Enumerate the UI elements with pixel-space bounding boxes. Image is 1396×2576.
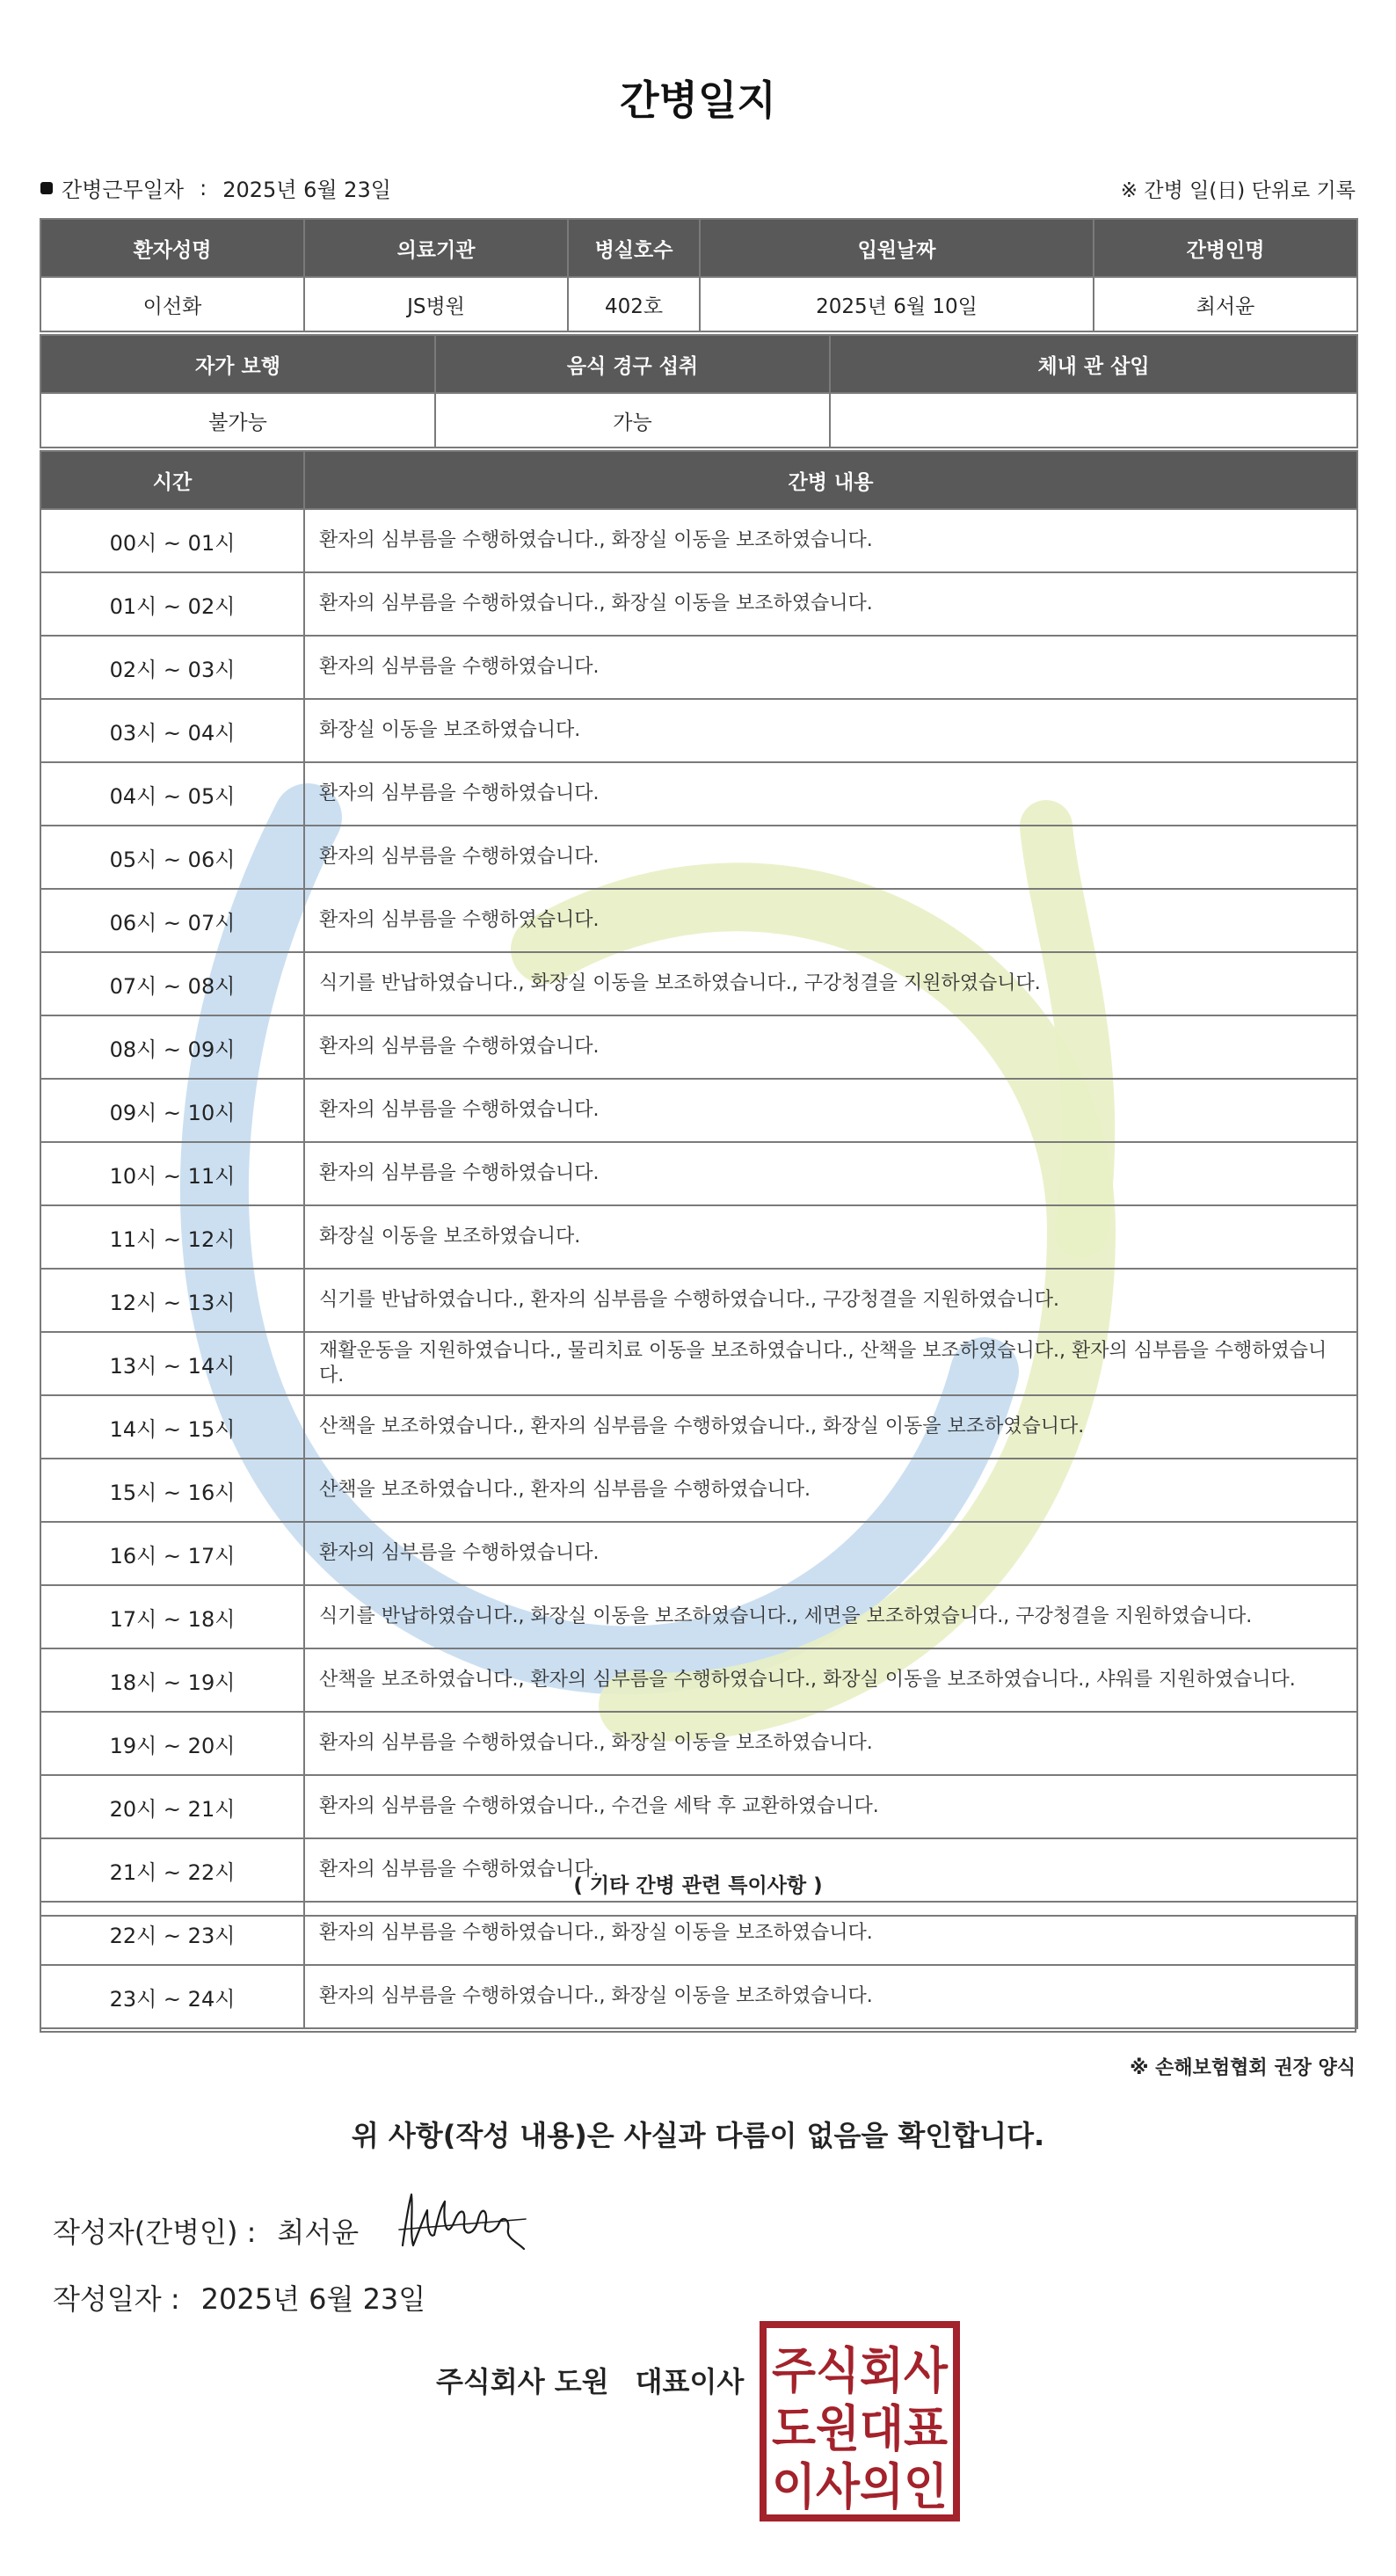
log-content: 환자의 심부름을 수행하였습니다.: [304, 1142, 1357, 1205]
log-header-row: [40, 451, 1357, 509]
log-time: 07시 ~ 08시: [40, 952, 304, 1015]
log-time: 03시 ~ 04시: [40, 699, 304, 762]
company-line: [436, 2360, 744, 2400]
svg-text:이사의인: 이사의인: [772, 2459, 948, 2516]
oral-intake-status: 가능: [435, 393, 830, 448]
log-row: [40, 1142, 1357, 1205]
log-time: 18시 ~ 19시: [40, 1648, 304, 1712]
log-time: 05시 ~ 06시: [40, 826, 304, 889]
log-row: [40, 1459, 1357, 1522]
special-notes-label: ( 기타 간병 관련 특이사항 ): [573, 1874, 823, 1897]
hospital-name: JS병원: [304, 277, 568, 331]
log-time: 02시 ~ 03시: [40, 636, 304, 699]
log-row: [40, 1585, 1357, 1648]
log-content: 환자의 심부름을 수행하였습니다.: [304, 1079, 1357, 1142]
log-content: 식기를 반납하였습니다., 화장실 이동을 보조하였습니다., 구강청결을 지원하였습니다.: [304, 952, 1357, 1015]
patient-header-row: [40, 219, 1357, 277]
care-log-table: [40, 450, 1358, 2029]
care-header-row: [40, 335, 1357, 393]
log-content: 환자의 심부름을 수행하였습니다., 화장실 이동을 보조하였습니다.: [304, 1902, 1357, 1965]
header-admission-date: 입원날짜: [700, 219, 1094, 277]
log-content: 환자의 심부름을 수행하였습니다.: [304, 762, 1357, 826]
log-content: 화장실 이동을 보조하였습니다.: [304, 699, 1357, 762]
log-content: 환자의 심부름을 수행하였습니다.: [304, 1838, 1357, 1902]
written-date-label: 작성일자 :: [53, 2282, 180, 2316]
log-time: 16시 ~ 17시: [40, 1522, 304, 1585]
header-walking: 자가 보행: [40, 335, 435, 393]
patient-name: 이선화: [40, 277, 304, 331]
log-row: [40, 572, 1357, 636]
log-content: 환자의 심부름을 수행하였습니다., 화장실 이동을 보조하였습니다.: [304, 509, 1357, 572]
header-tube-insertion: 체내 관 삽입: [830, 335, 1357, 393]
writer-line: [53, 2210, 359, 2251]
written-date-line: [53, 2277, 425, 2318]
admission-date: 2025년 6월 10일: [700, 277, 1094, 331]
log-row: [40, 509, 1357, 572]
header-hospital: 의료기관: [304, 219, 568, 277]
svg-text:주식회사: 주식회사: [772, 2343, 949, 2400]
log-content: 환자의 심부름을 수행하였습니다.: [304, 636, 1357, 699]
log-row: [40, 1712, 1357, 1775]
log-body: [40, 509, 1357, 2028]
log-time: 00시 ~ 01시: [40, 509, 304, 572]
log-content: 재활운동을 지원하였습니다., 물리치료 이동을 보조하였습니다., 산책을 보조하였습니다., 환자의 심부름을 수행하였습니다.: [304, 1332, 1357, 1395]
log-time: 08시 ~ 09시: [40, 1015, 304, 1079]
log-row: [40, 1395, 1357, 1459]
header-patient-name: 환자성명: [40, 219, 304, 277]
log-row: [40, 1015, 1357, 1079]
written-date-value: 2025년 6월 23일: [200, 2282, 426, 2316]
writer-label: 작성자(간병인) :: [53, 2216, 257, 2249]
log-time: 17시 ~ 18시: [40, 1585, 304, 1648]
patient-info-table: [40, 218, 1358, 332]
log-row: [40, 1522, 1357, 1585]
log-content: 산책을 보조하였습니다., 환자의 심부름을 수행하였습니다., 화장실 이동을 보조하였습니다., 샤워를 지원하였습니다.: [304, 1648, 1357, 1712]
company-title: 대표이사: [635, 2365, 745, 2398]
care-value-row: [40, 393, 1357, 448]
log-content: 환자의 심부름을 수행하였습니다.: [304, 826, 1357, 889]
log-time: 15시 ~ 16시: [40, 1459, 304, 1522]
log-content: 환자의 심부름을 수행하였습니다., 수건을 세탁 후 교환하였습니다.: [304, 1775, 1357, 1838]
log-time: 01시 ~ 02시: [40, 572, 304, 636]
log-row: [40, 1332, 1357, 1395]
bullet-icon: [40, 182, 53, 194]
log-row: [40, 952, 1357, 1015]
log-time: 13시 ~ 14시: [40, 1332, 304, 1395]
log-content: 식기를 반납하였습니다., 환자의 심부름을 수행하였습니다., 구강청결을 지원하였습니다.: [304, 1269, 1357, 1332]
log-row: [40, 762, 1357, 826]
log-time: 04시 ~ 05시: [40, 762, 304, 826]
log-content: 산책을 보조하였습니다., 환자의 심부름을 수행하였습니다., 화장실 이동을 보조하였습니다.: [304, 1395, 1357, 1459]
tube-insertion-status: [830, 393, 1357, 448]
log-row: [40, 889, 1357, 952]
special-notes-box: [40, 1915, 1356, 2033]
log-content: 환자의 심부름을 수행하였습니다.: [304, 1015, 1357, 1079]
log-time: 23시 ~ 24시: [40, 1965, 304, 2028]
log-content: 환자의 심부름을 수행하였습니다.: [304, 889, 1357, 952]
log-row: [40, 1079, 1357, 1142]
log-time: 20시 ~ 21시: [40, 1775, 304, 1838]
log-content: 환자의 심부름을 수행하였습니다.: [304, 1522, 1357, 1585]
writer-name: 최서윤: [277, 2216, 360, 2249]
company-name: 주식회사 도원: [436, 2365, 609, 2398]
log-row: [40, 1775, 1357, 1838]
care-date-value: 2025년 6월 23일: [222, 178, 391, 202]
log-time: 06시 ~ 07시: [40, 889, 304, 952]
care-date-label: 간병근무일자: [62, 178, 185, 202]
log-time: 09시 ~ 10시: [40, 1079, 304, 1142]
log-row: [40, 826, 1357, 889]
log-content: 환자의 심부름을 수행하였습니다., 화장실 이동을 보조하였습니다.: [304, 572, 1357, 636]
log-time: 21시 ~ 22시: [40, 1838, 304, 1902]
walking-status: 불가능: [40, 393, 435, 448]
log-content: 산책을 보조하였습니다., 환자의 심부름을 수행하였습니다.: [304, 1459, 1357, 1522]
log-content: 식기를 반납하였습니다., 화장실 이동을 보조하였습니다., 세면을 보조하였습니다., 구강청결을 지원하였습니다.: [304, 1585, 1357, 1648]
log-content: 환자의 심부름을 수행하였습니다., 화장실 이동을 보조하였습니다.: [304, 1965, 1357, 2028]
care-date-separator: :: [200, 175, 207, 200]
log-row: [40, 1269, 1357, 1332]
confirmation-statement: 위 사항(작성 내용)은 사실과 다름이 없음을 확인합니다.: [351, 2119, 1045, 2152]
header-oral-intake: 음식 경구 섭취: [435, 335, 830, 393]
header-room: 병실호수: [568, 219, 700, 277]
header-care-content: 간병 내용: [304, 451, 1357, 509]
caregiver-name: 최서윤: [1094, 277, 1357, 331]
header-time: 시간: [40, 451, 304, 509]
log-time: 14시 ~ 15시: [40, 1395, 304, 1459]
log-row: [40, 1648, 1357, 1712]
room-number: 402호: [568, 277, 700, 331]
log-time: 22시 ~ 23시: [40, 1902, 304, 1965]
log-content: 화장실 이동을 보조하였습니다.: [304, 1205, 1357, 1269]
svg-text:도원대표: 도원대표: [772, 2401, 948, 2458]
log-time: 10시 ~ 11시: [40, 1142, 304, 1205]
company-seal-stamp: [760, 2321, 960, 2521]
log-time: 19시 ~ 20시: [40, 1712, 304, 1775]
log-row: [40, 636, 1357, 699]
patient-value-row: [40, 277, 1357, 331]
care-date: [40, 172, 391, 203]
signature-image: [394, 2184, 534, 2263]
log-content: 환자의 심부름을 수행하였습니다., 화장실 이동을 보조하였습니다.: [304, 1712, 1357, 1775]
record-unit-note: ※ 간병 일(日) 단위로 기록: [1120, 179, 1356, 202]
log-row: [40, 699, 1357, 762]
header-caregiver-name: 간병인명: [1094, 219, 1357, 277]
log-time: 11시 ~ 12시: [40, 1205, 304, 1269]
care-status-table: [40, 334, 1358, 448]
page-title: 간병일지: [620, 76, 776, 124]
log-row: [40, 1205, 1357, 1269]
log-time: 12시 ~ 13시: [40, 1269, 304, 1332]
recommended-form-note: ※ 손해보험협회 권장 양식: [1130, 2057, 1356, 2079]
